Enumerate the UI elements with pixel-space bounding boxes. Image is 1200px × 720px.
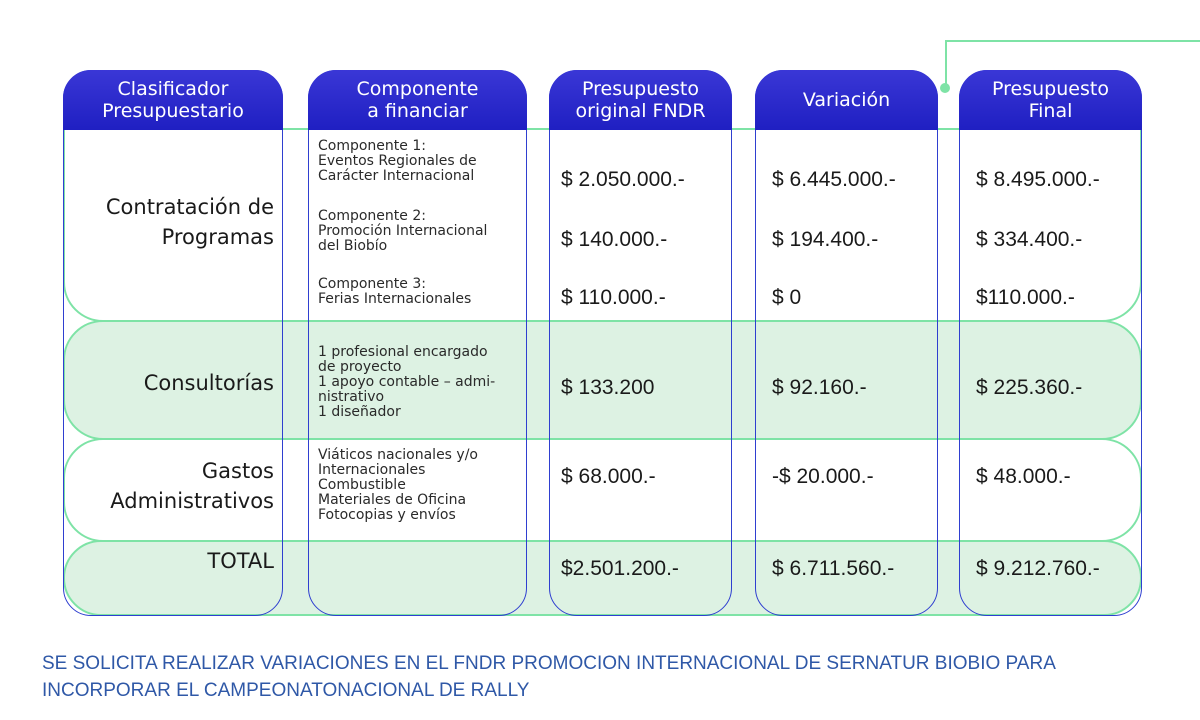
component-1-original: $ 2.050.000.- xyxy=(561,168,685,191)
header-clasificador: Clasificador Presupuestario xyxy=(63,70,283,130)
component-3-final: $110.000.- xyxy=(976,286,1075,309)
gastos-original: $ 68.000.- xyxy=(561,465,656,488)
header-componente: Componente a financiar xyxy=(308,70,527,130)
component-3-desc: Componente 3: Ferias Internacionales xyxy=(318,276,472,307)
gastos-variacion: -$ 20.000.- xyxy=(772,465,874,488)
row-label-consultorias: Consultorías xyxy=(143,371,274,395)
row-label-gastos: Gastos Administrativos xyxy=(110,459,274,513)
request-note: SE SOLICITA REALIZAR VARIACIONES EN EL FNDR PROMOCION INTERNACIONAL DE SERNATUR BIOBIO PARA INCORPORAR EL CAMPEONATONACIONAL DE RALLY xyxy=(42,653,1056,701)
component-3-variacion: $ 0 xyxy=(772,286,802,309)
total-original: $2.501.200.- xyxy=(561,557,679,580)
consultorias-variacion: $ 92.160.- xyxy=(772,376,867,399)
component-3-original: $ 110.000.- xyxy=(561,286,666,309)
row-label-contratacion: Contratación de Programas xyxy=(105,195,274,249)
header-original: Presupuesto original FNDR xyxy=(549,70,732,130)
component-2-original: $ 140.000.- xyxy=(561,228,668,251)
gastos-final: $ 48.000.- xyxy=(976,465,1071,488)
consultorias-original: $ 133.200 xyxy=(561,376,655,399)
consultorias-desc: 1 profesional encargado de proyecto 1 apoyo contable – admi- nistrativo 1 diseñador xyxy=(318,344,496,420)
header-final: Presupuesto Final xyxy=(959,70,1142,130)
component-2-desc: Componente 2: Promoción Internacional del Biobío xyxy=(318,208,488,254)
component-1-desc: Componente 1: Eventos Regionales de Carácter Internacional xyxy=(318,138,477,184)
component-2-variacion: $ 194.400.- xyxy=(772,228,879,251)
component-1-final: $ 8.495.000.- xyxy=(976,168,1100,191)
decorative-line xyxy=(945,40,1200,42)
total-variacion: $ 6.711.560.- xyxy=(772,557,895,580)
decorative-dot xyxy=(940,83,950,93)
row-label-total: TOTAL xyxy=(207,549,274,573)
decorative-line-vertical xyxy=(945,40,947,84)
component-1-variacion: $ 6.445.000.- xyxy=(772,168,896,191)
total-final: $ 9.212.760.- xyxy=(976,557,1100,580)
component-2-final: $ 334.400.- xyxy=(976,228,1083,251)
gastos-desc: Viáticos nacionales y/o Internacionales Combustible Materiales de Oficina Fotocopias y envíos xyxy=(318,447,478,523)
consultorias-final: $ 225.360.- xyxy=(976,376,1083,399)
header-variacion: Variación xyxy=(755,70,938,130)
